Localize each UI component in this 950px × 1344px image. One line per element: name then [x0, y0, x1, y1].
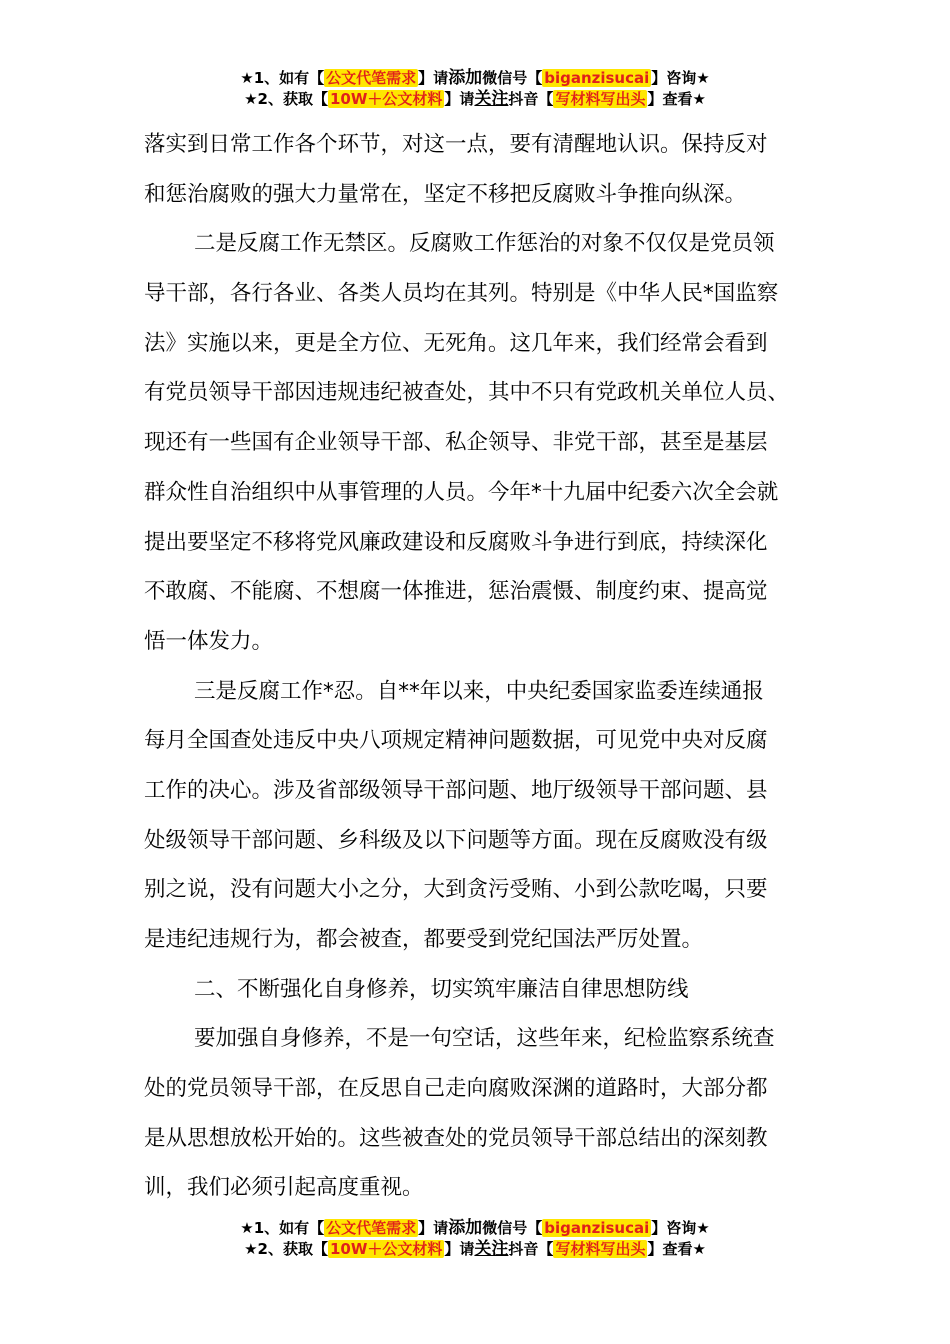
banner-highlight: biganzisucai [544, 69, 650, 87]
body-line: 悟一体发力。 [144, 628, 274, 654]
banner-line-1 [0, 1218, 950, 1239]
banner-text: ★1、如有【 [240, 1219, 325, 1237]
body-line: 是从思想放松开始的。这些被查处的党员领导干部总结出的深刻教 [144, 1125, 768, 1151]
banner-highlight: 公文代笔需求 [326, 1219, 417, 1237]
banner-emphasis: 添加 [448, 68, 483, 88]
banner-text: 】请 [418, 1219, 449, 1237]
document-body [144, 120, 806, 1213]
body-line: 提出要坚定不移将党风廉政建设和反腐败斗争进行到底，持续深化 [144, 529, 768, 555]
banner-text: 】请 [418, 69, 449, 87]
banner-text: 】查看★ [647, 1240, 706, 1258]
section-heading: 二、不断强化自身修养，切实筑牢廉洁自律思想防线 [194, 976, 689, 1002]
banner-emphasis: 添加 [448, 1218, 483, 1238]
body-line: 处的党员领导干部，在反思自己走向腐败深渊的道路时，大部分都 [144, 1076, 768, 1102]
body-line: 二是反腐工作无禁区。反腐败工作惩治的对象不仅仅是党员领 [194, 231, 775, 257]
banner-text: ★1、如有【 [240, 69, 325, 87]
banner-highlight: biganzisucai [544, 1219, 650, 1237]
banner-line-2 [0, 89, 950, 110]
banner-text: 】请 [444, 1240, 475, 1258]
banner-line-1 [0, 68, 950, 89]
banner-highlight: 公文代笔需求 [326, 69, 417, 87]
banner-highlight: 10W＋公文材料 [329, 1240, 443, 1258]
banner-line-2 [0, 1239, 950, 1260]
banner-emphasis: 关注 [474, 89, 509, 109]
banner-text: 】查看★ [647, 90, 706, 108]
body-line: 现还有一些国有企业领导干部、私企领导、非党干部，甚至是基层 [144, 430, 768, 456]
body-line: 处级领导干部问题、乡科级及以下问题等方面。现在反腐败没有级 [144, 827, 768, 853]
body-line: 落实到日常工作各个环节，对这一点，要有清醒地认识。保持反对 [144, 132, 768, 157]
body-line: 是违纪违规行为，都会被查，都要受到党纪国法严厉处置。 [144, 927, 704, 952]
banner-text: ★2、获取【 [244, 90, 328, 108]
banner-text: 微信号【 [482, 1219, 543, 1237]
banner-highlight: 10W＋公文材料 [329, 90, 443, 108]
body-line: 训，我们必须引起高度重视。 [144, 1175, 424, 1201]
body-line: 别之说，没有问题大小之分，大到贪污受贿、小到公款吃喝，只要 [144, 877, 768, 903]
body-line: 三是反腐工作*忍。自**年以来，中央纪委国家监委连续通报 [194, 678, 764, 704]
body-line: 工作的决心。涉及省部级领导干部问题、地厅级领导干部问题、县 [144, 777, 768, 803]
body-line: 每月全国查处违反中央八项规定精神问题数据，可见党中央对反腐 [144, 728, 768, 754]
banner-text: ★2、获取【 [244, 1240, 328, 1258]
banner-emphasis: 关注 [474, 1239, 509, 1259]
banner-text: 微信号【 [482, 69, 543, 87]
footer-banner [0, 1218, 950, 1260]
body-line: 有党员领导干部因违规违纪被查处，其中不只有党政机关单位人员、 [144, 380, 790, 406]
banner-highlight: 写材料写出头 [555, 90, 646, 108]
banner-text: 】咨询★ [651, 1219, 710, 1237]
body-line: 法》实施以来，更是全方位、无死角。这几年来，我们经常会看到 [144, 330, 768, 356]
banner-text: 抖音【 [508, 1240, 554, 1258]
banner-text: 抖音【 [508, 90, 554, 108]
banner-text: 】咨询★ [651, 69, 710, 87]
header-banner [0, 68, 950, 110]
body-line: 要加强自身修养，不是一句空话，这些年来，纪检监察系统查 [194, 1026, 775, 1052]
body-line: 导干部，各行各业、各类人员均在其列。特别是《中华人民*国监察 [144, 281, 779, 307]
body-line: 不敢腐、不能腐、不想腐一体推进，惩治震慑、制度约束、提高觉 [144, 579, 768, 605]
banner-highlight: 写材料写出头 [555, 1240, 646, 1258]
body-line: 群众性自治组织中从事管理的人员。今年*十九届中纪委六次全会就 [144, 479, 779, 505]
banner-text: 】请 [444, 90, 475, 108]
body-line: 和惩治腐败的强大力量常在，坚定不移把反腐败斗争推向纵深。 [144, 181, 747, 207]
